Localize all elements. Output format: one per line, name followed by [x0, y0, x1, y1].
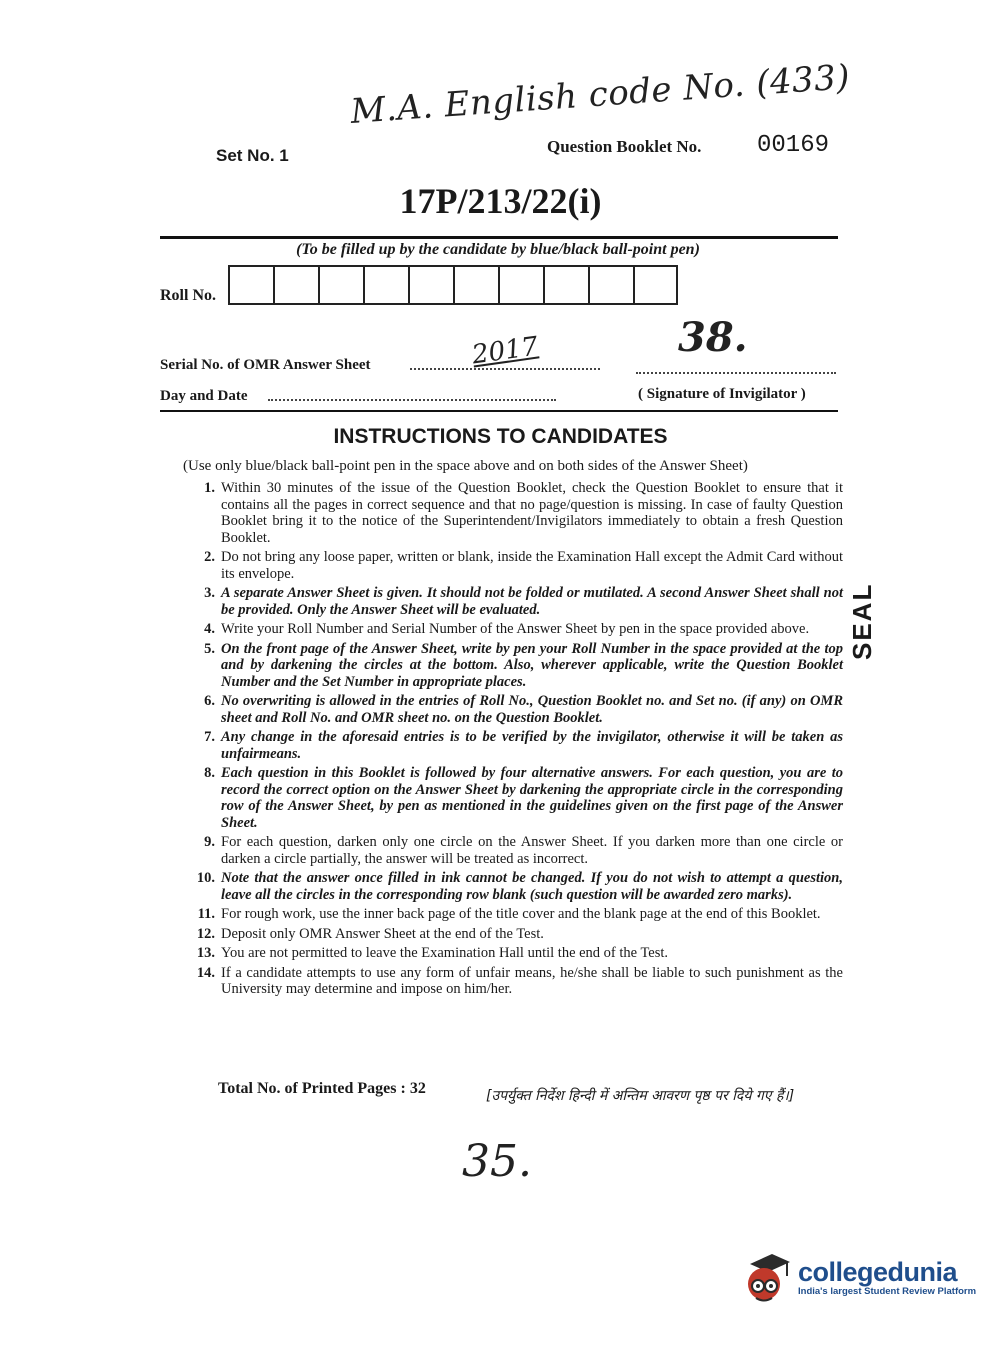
instruction-item [183, 693, 843, 726]
instruction-number: 13. [196, 945, 215, 961]
invigilator-dotted-line [636, 372, 836, 374]
instruction-text: Write your Roll Number and Serial Number of the Answer Sheet by pen in the space provided above. [221, 621, 810, 637]
instruction-item [183, 641, 843, 691]
instruction-item [183, 765, 843, 831]
handwritten-course-title: M.A. English code No. (433) [349, 57, 852, 132]
instruction-item [183, 480, 843, 546]
instruction-item [183, 906, 843, 923]
omr-serial-handwritten: 2017 [470, 331, 540, 371]
instruction-number: 2. [204, 549, 215, 565]
instruction-text: You are not permitted to leave the Examination Hall until the end of the Test. [221, 945, 669, 961]
instruction-number: 10. [196, 870, 215, 886]
instruction-text: For rough work, use the inner back page of the title cover and the blank page at the end of this Booklet. [221, 906, 821, 922]
instruction-number: 1. [204, 480, 215, 496]
seal-label: SEAL [847, 582, 877, 660]
instruction-item [183, 965, 843, 998]
instruction-item [183, 870, 843, 903]
mascot-logo-icon [742, 1248, 792, 1306]
question-booklet-number: 00169 [757, 132, 830, 159]
instruction-item [183, 549, 843, 582]
set-number: Set No. 1 [216, 146, 289, 165]
invigilator-signature-handwritten: 38. [678, 314, 748, 361]
question-booklet-label: Question Booklet No. [547, 137, 702, 156]
instruction-text: If a candidate attempts to use any form of unfair means, he/she shall be liable to such punishment as the University may determine and impose on him/her. [221, 964, 843, 997]
roll-number-box [228, 265, 273, 305]
day-date-dotted-line [268, 399, 556, 401]
instruction-number: 12. [196, 925, 215, 942]
instruction-number: 7. [204, 729, 215, 745]
instruction-text: No overwriting is allowed in the entries of Roll No., Question Booklet no. and Set no. (if any) on OMR sheet and Roll No. and OMR sheet no. on the Question Booklet. [221, 693, 843, 726]
roll-number-box [588, 265, 633, 305]
roll-number-boxes [228, 265, 678, 305]
instruction-text: Do not bring any loose paper, written or blank, inside the Examination Hall except the Admit Card without its envelope. [221, 549, 843, 582]
instructions-intro: (Use only blue/black ball-point pen in the space above and on both sides of the Answer Sheet) [183, 458, 748, 474]
brand-tagline: India's largest Student Review Platform [798, 1285, 977, 1297]
collegedunia-watermark [742, 1248, 976, 1306]
instruction-number: 14. [196, 964, 215, 981]
instruction-number: 6. [204, 693, 215, 709]
roll-number-box [633, 265, 678, 305]
omr-serial-label: Serial No. of OMR Answer Sheet [160, 357, 371, 373]
instruction-item [183, 585, 843, 618]
fill-instruction-note: (To be filled up by the candidate by blue/black ball-point pen) [296, 241, 700, 258]
instructions-list [183, 480, 843, 1001]
instruction-text: Note that the answer once filled in ink cannot be changed. If you do not wish to attempt a question, leave all the circles in the corresponding row blank (such question will be awarded zero marks). [221, 870, 843, 903]
roll-number-box [408, 265, 453, 305]
instruction-number: 4. [204, 621, 215, 637]
instruction-number: 5. [204, 640, 215, 657]
instruction-item [183, 926, 843, 943]
hindi-note: [उपर्युक्त निर्देश हिन्दी में अन्तिम आवरण पृष्ठ पर दिये गए हैं।] [486, 1088, 795, 1104]
top-rule [160, 236, 838, 239]
day-date-label: Day and Date [160, 388, 248, 404]
instruction-item [183, 834, 843, 867]
total-pages-label: Total No. of Printed Pages : 32 [218, 1080, 426, 1097]
roll-number-box [363, 265, 408, 305]
instruction-number: 3. [204, 585, 215, 601]
instruction-item [183, 945, 843, 962]
instruction-text: For each question, darken only one circle on the Answer Sheet. If you darken more than one circle or darken a circle partially, the answer will be treated as incorrect. [221, 834, 843, 867]
omr-serial-dotted-line [410, 368, 600, 370]
instruction-item [183, 621, 843, 638]
bottom-rule [160, 410, 838, 412]
instruction-text: Any change in the aforesaid entries is to be verified by the invigilator, otherwise it will be taken as unfairmeans. [221, 729, 843, 762]
roll-number-box [273, 265, 318, 305]
handwritten-number: 35. [462, 1136, 532, 1187]
invigilator-signature-label: ( Signature of Invigilator ) [638, 386, 806, 402]
instruction-text: Each question in this Booklet is followed by four alternative answers. For each question, you are to record the correct option on the Answer Sheet by darkening the appropriate circle in the corresponding row of the Answer Sheet, by pen as mentioned in the guidelines given on the first page of the Answer Sheet. [221, 765, 843, 831]
instruction-number: 11. [197, 906, 215, 922]
instructions-heading: INSTRUCTIONS TO CANDIDATES [333, 425, 668, 448]
paper-code: 17P/213/22(i) [399, 181, 602, 221]
roll-number-box [318, 265, 363, 305]
instruction-number: 8. [204, 765, 215, 781]
instruction-number: 9. [204, 834, 215, 850]
instruction-text: A separate Answer Sheet is given. It should not be folded or mutilated. A second Answer Sheet shall not be provided. Only the Answer Sheet will be evaluated. [221, 585, 843, 618]
brand-name: collegedunia [798, 1256, 958, 1287]
roll-number-label: Roll No. [160, 287, 216, 304]
instruction-item [183, 729, 843, 762]
instruction-text: Deposit only OMR Answer Sheet at the end of the Test. [221, 925, 544, 942]
roll-number-box [498, 265, 543, 305]
instruction-text: Within 30 minutes of the issue of the Question Booklet, check the Question Booklet to ensure that it contains all the pages in correct sequence and that no page/question is missing. In case of faulty Question Booklet bring it to the notice of the Superintendent/Invigilators immediately to obtain a fresh Question Booklet. [221, 480, 843, 546]
roll-number-box [543, 265, 588, 305]
roll-number-box [453, 265, 498, 305]
instruction-text: On the front page of the Answer Sheet, write by pen your Roll Number in the space provided at the top and by darkening the circles at the bottom. Also, wherever applicable, write the Question Booklet Number and the Set Number in appropriate places. [221, 640, 843, 690]
